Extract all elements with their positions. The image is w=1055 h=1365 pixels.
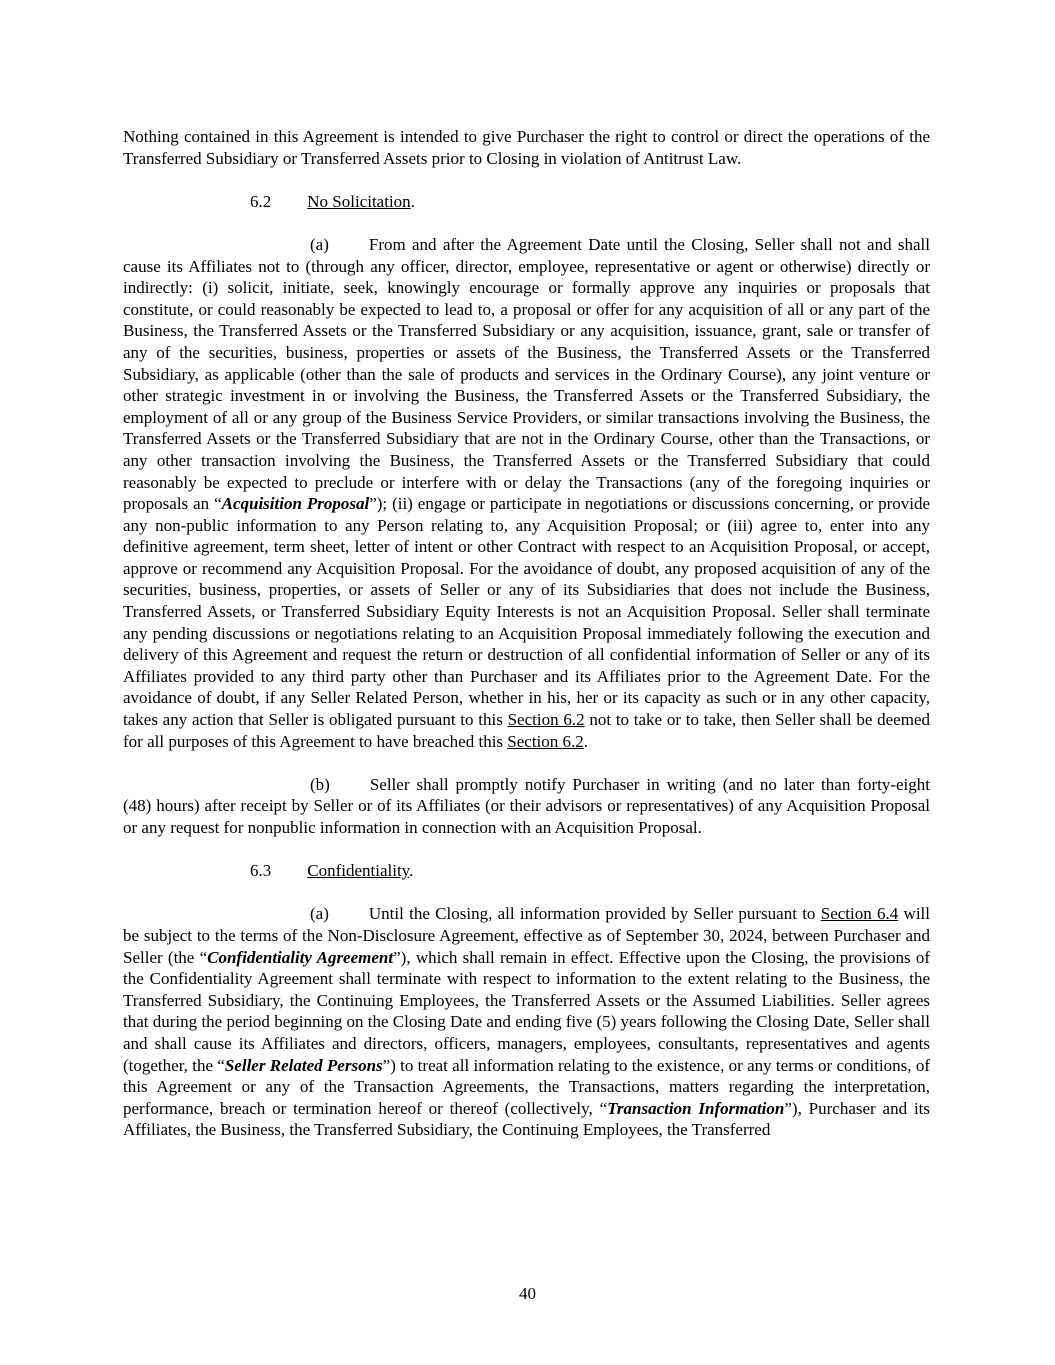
body-text: . bbox=[583, 731, 589, 751]
paragraph bbox=[123, 774, 930, 839]
document-body bbox=[123, 126, 930, 1163]
body-text: ”) to treat all information relating to the existence, or any terms or conditions, of this Agreement or any of the Transaction Agreements, the Transactions, matters regarding the interpretation, performance, breach or termination hereof or thereof (collectively, “ bbox=[123, 1055, 930, 1118]
list-label: (a) bbox=[310, 904, 329, 924]
body-text: not to take or to take, then Seller shall be deemed for all purposes of this Agreement to have breached this bbox=[123, 710, 930, 751]
body-text: Seller shall promptly notify Purchaser in writing (and no later than forty-eight (48) hours) after receipt by Seller or of its Affiliates (or their advisors or representatives) of any Acquisition Proposal or any request for nonpublic information in connection with an Acquisition Proposal. bbox=[123, 774, 930, 837]
list-label: (b) bbox=[310, 774, 330, 794]
section-title-period: . bbox=[410, 191, 415, 211]
body-text: ”), Purchaser and its Affiliates, the Business, the Transferred Subsidiary, the Continuing Employees, the Transferred bbox=[123, 1098, 931, 1140]
body-text: ”); (ii) engage or participate in negotiations or discussions concerning, or provide any non-public information to any Person relating to, any Acquisition Proposal; or (iii) agree to, enter into any definitive agreement, term sheet, letter of intent or other Contract with respect to an Acquisition Proposal, or accept, approve or recommend any Acquisition Proposal. For the avoidance of doubt, any proposed acquisition of any of the securities, business, properties, or assets of Seller or any of its Subsidiaries that does not include the Business, Transferred Assets, or Transferred Subsidiary Equity Interests is not an Acquisition Proposal. Seller shall terminate any pending discussions or negotiations relating to an Acquisition Proposal immediately following the execution and delivery of this Agreement and request the return or destruction of all confidential information of Seller or any of its Affiliates provided to any third party other than Purchaser and its Affiliates prior to the Agreement Date. For the avoidance of doubt, if any Seller Related Person, whether in his, her or its capacity as such or in any other capacity, takes any action that Seller is obligated pursuant to this bbox=[123, 494, 930, 730]
section-number: 6.3 bbox=[250, 861, 272, 881]
body-text: will be subject to the terms of the Non-Disclosure Agreement, effective as of September 30, 2024, between Purchaser and Seller (the “ bbox=[123, 904, 930, 967]
section-heading bbox=[123, 860, 930, 882]
body-text: From and after the Agreement Date until the Closing, Seller shall not and shall cause its Affiliates not to (through any officer, director, employee, representative or agent or otherwise) directly or indirectly: (i) solicit, initiate, seek, knowingly encourage or formally approve any inquiries or proposals that constitute, or could reasonably be expected to lead to, a proposal or offer for any acquisition of all or any part of the Business, the Transferred Assets or the Transferred Subsidiary or any acquisition, issuance, grant, sale or transfer of any of the securities, business, properties or assets of the Business, the Transferred Assets or the Transferred Subsidiary, as applicable (other than the sale of products and services in the Ordinary Course), any joint venture or other strategic investment in or involving the Business, the Transferred Assets or the Transferred Subsidiary, the employment of all or any group of the Business Service Providers, or similar transactions involving the Business, the Transferred Assets or the Transferred Subsidiary that are not in the Ordinary Course, other than the Transactions, or any other transaction involving the Business, the Transferred Assets or the Transferred Subsidiary that could reasonably be expected to preclude or interfere with or delay the Transactions (any of the foregoing inquiries or proposals an “ bbox=[123, 234, 930, 514]
defined-term: Seller Related Persons bbox=[224, 1055, 383, 1075]
defined-term: Transaction Information bbox=[607, 1098, 785, 1118]
section-reference: Section 6.4 bbox=[820, 904, 899, 924]
body-text: ”), which shall remain in effect. Effective upon the Closing, the provisions of the Confidentiality Agreement shall terminate with respect to information to the extent relating to the Business, the Transferred Subsidiary, the Continuing Employees, the Transferred Assets or the Assumed Liabilities. Seller agrees that during the period beginning on the Closing Date and ending five (5) years following the Closing Date, Seller shall and shall cause its Affiliates and directors, officers, managers, employees, consultants, representatives and agents (together, the “ bbox=[123, 947, 930, 1075]
section-title-period: . bbox=[409, 861, 414, 881]
section-reference: Section 6.2 bbox=[507, 710, 585, 730]
section-title: No Solicitation bbox=[307, 191, 411, 211]
section-number: 6.2 bbox=[250, 191, 272, 211]
defined-term: Acquisition Proposal bbox=[221, 494, 370, 514]
defined-term: Confidentiality Agreement bbox=[207, 947, 394, 967]
section-heading bbox=[123, 191, 930, 213]
section-reference: Section 6.2 bbox=[507, 731, 584, 751]
paragraph bbox=[123, 234, 930, 752]
paragraph bbox=[123, 903, 930, 1141]
body-text: Until the Closing, all information provided by Seller pursuant to bbox=[368, 904, 821, 924]
paragraph bbox=[123, 126, 930, 169]
page-number: 40 bbox=[519, 1284, 536, 1303]
list-label: (a) bbox=[310, 234, 329, 254]
section-title: Confidentiality bbox=[307, 861, 410, 881]
body-text: Nothing contained in this Agreement is intended to give Purchaser the right to control or direct the operations of the Transferred Subsidiary or Transferred Assets prior to Closing in violation of Antitrust Law. bbox=[123, 127, 930, 168]
